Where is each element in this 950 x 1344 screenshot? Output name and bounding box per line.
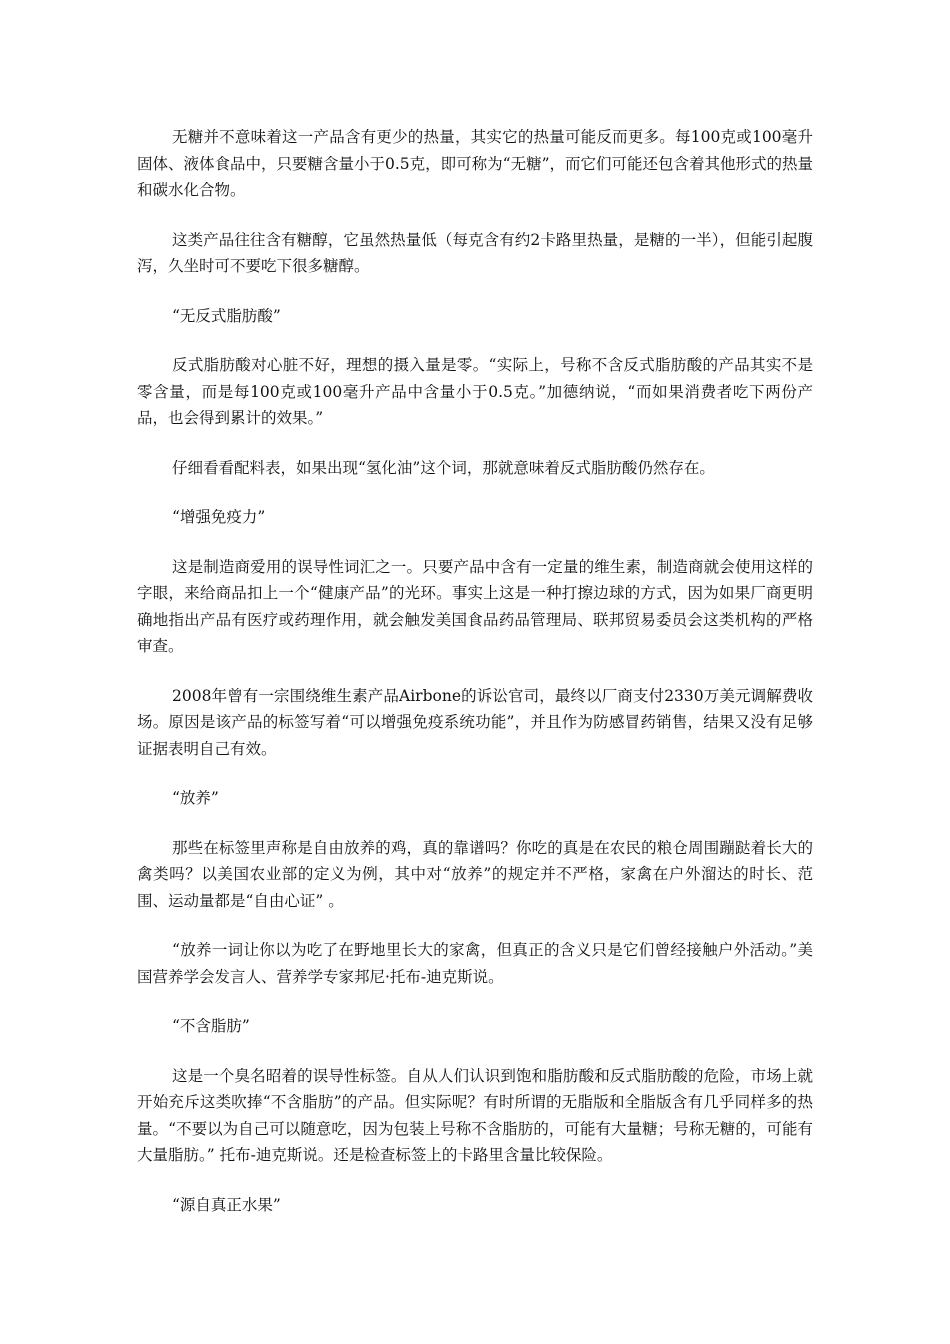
- heading-real-fruit: “源自真正水果”: [172, 1195, 281, 1214]
- paragraph-trans-fat: 反式脂肪酸对心脏不好，理想的摄入量是零。“实际上，号称不含反式脂肪酸的产品其实不是零含量，而是每100克或100毫升产品中含量小于0.5克。”加德纳说，“而如果消费者吃下两份产品，也会得到累计的效果。”: [137, 356, 813, 427]
- paragraph-free-range-quote: “放养一词让你以为吃了在野地里长大的家禽，但真正的含义只是它们曾经接触户外活动。”美国营养学会发言人、营养学专家邦尼·托布-迪克斯说。: [137, 941, 813, 986]
- paragraph-immunity-wording: 这是制造商爱用的误导性词汇之一。只要产品中含有一定量的维生素，制造商就会使用这样的字眼，来给商品扣上一个“健康产品”的光环。事实上这是一种打擦边球的方式，因为如果厂商更明确地指出产品有医疗或药理作用，就会触发美国食品药品管理局、联邦贸易委员会这类机构的严格审查。: [137, 557, 813, 655]
- paragraph-sugar-free: 无糖并不意味着这一产品含有更少的热量，其实它的热量可能反而更多。每100克或100毫升固体、液体食品中，只要糖含量小于0.5克，即可称为“无糖”，而它们可能还包含着其他形式的热量和碳水化合物。: [137, 128, 814, 199]
- paragraph-hydrogenated-oil: 仔细看看配料表，如果出现“氢化油”这个词，那就意味着反式脂肪酸仍然存在。: [172, 458, 715, 477]
- heading-free-range: “放养”: [172, 789, 219, 807]
- heading-fat-free: “不含脂肪”: [172, 1017, 250, 1035]
- heading-no-trans-fat: “无反式脂肪酸”: [172, 306, 281, 325]
- paragraph-sugar-alcohol: 这类产品往往含有糖醇，它虽然热量低（每克含有约2卡路里热量，是糖的一半），但能引起腹泻，久坐时可不要吃下很多糖醇。: [137, 230, 813, 275]
- paragraph-fat-free: 这是一个臭名昭着的误导性标签。自从人们认识到饱和脂肪酸和反式脂肪酸的危险，市场上就开始充斥这类吹捧“不含脂肪”的产品。但实际呢？有时所谓的无脂版和全脂版含有几乎同样多的热量。“不要以为自己可以随意吃，因为包装上号称不含脂肪的，可能有大量糖；号称无糖的，可能有大量脂肪。” 托布-迪克斯说。还是检查标签上的卡路里含量比较保险。: [137, 1066, 813, 1164]
- paragraph-airbone-lawsuit: 2008年曾有一宗围绕维生素产品Airbone的诉讼官司，最终以厂商支付2330万美元调解费收场。原因是该产品的标签写着“可以增强免疫系统功能”，并且作为防感冒药销售，结果又没有足够证据表明自己有效。: [137, 686, 813, 758]
- paragraph-free-range-chicken: 那些在标签里声称是自由放养的鸡，真的靠谱吗？你吃的真是在农民的粮仓周围蹦跶着长大的禽类吗？以美国农业部的定义为例，其中对“放养”的规定并不严格，家禽在户外溜达的时长、范围、运动量都是“自由心证” 。: [137, 838, 813, 910]
- heading-immunity: “增强免疫力”: [172, 508, 266, 526]
- document-body: [137, 124, 813, 1241]
